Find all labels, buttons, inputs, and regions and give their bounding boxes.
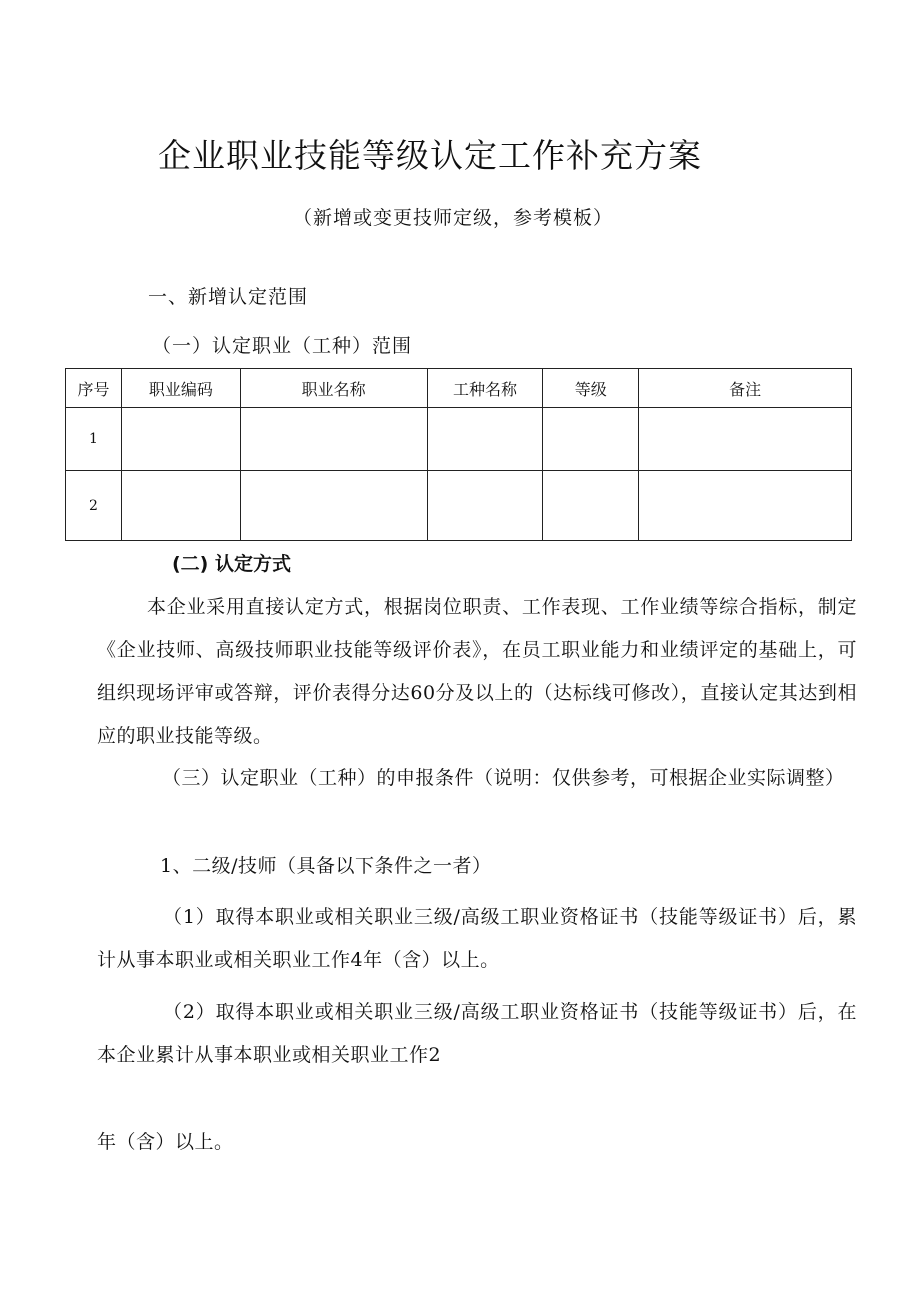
item-heading-technician: 1、二级/技师（具备以下条件之一者） (160, 855, 492, 877)
header-occupation-code: 职业编码 (121, 369, 240, 408)
header-job-type-name: 工种名称 (427, 369, 543, 408)
cell-occupation-code (121, 408, 240, 471)
subsection-heading-occupation-scope: （一）认定职业（工种）范围 (152, 335, 413, 357)
cell-remarks (639, 471, 852, 541)
header-level: 等级 (543, 369, 639, 408)
section-heading-new-scope: 一、新增认定范围 (148, 286, 309, 308)
header-remarks: 备注 (639, 369, 852, 408)
cell-job-type-name (427, 408, 543, 471)
table-header-row (66, 369, 852, 408)
cell-remarks (639, 408, 852, 471)
document-subtitle: （新增或变更技师定级，参考模板） (293, 207, 614, 229)
cell-occupation-name (240, 408, 427, 471)
row-index: 2 (66, 471, 122, 541)
method-paragraph: 本企业采用直接认定方式，根据岗位职责、工作表现、工作业绩等综合指标，制定《企业技师、高级技师职业技能等级评价表》，在员工职业能力和业绩评定的基础上，可组织现场评审或答辩，评价表得分达60分及以上的（达标线可修改），直接认定其达到相应的职业技能等级。 (97, 596, 857, 747)
subsection-heading-conditions: （三）认定职业（工种）的申报条件（说明：仅供参考，可根据企业实际调整） (162, 767, 845, 789)
header-index: 序号 (66, 369, 122, 408)
document-title: 企业职业技能等级认定工作补充方案 (158, 136, 702, 175)
occupation-scope-table (65, 368, 852, 541)
condition-1-paragraph: （1）取得本职业或相关职业三级/高级工职业资格证书（技能等级证书）后，累计从事本职业或相关职业工作4年（含）以上。 (97, 906, 857, 971)
cell-job-type-name (427, 471, 543, 541)
row-index: 1 (66, 408, 122, 471)
cell-occupation-code (121, 471, 240, 541)
cell-occupation-name (240, 471, 427, 541)
condition-2-tail: 年（含）以上。 (97, 1131, 234, 1153)
header-occupation-name: 职业名称 (240, 369, 427, 408)
cell-level (543, 471, 639, 541)
cell-level (543, 408, 639, 471)
table-row (66, 408, 852, 471)
subsection-heading-method: (二) 认定方式 (172, 553, 291, 575)
table-row (66, 471, 852, 541)
condition-2-paragraph: （2）取得本职业或相关职业三级/高级工职业资格证书（技能等级证书）后，在本企业累计从事本职业或相关职业工作2 (97, 1001, 857, 1066)
